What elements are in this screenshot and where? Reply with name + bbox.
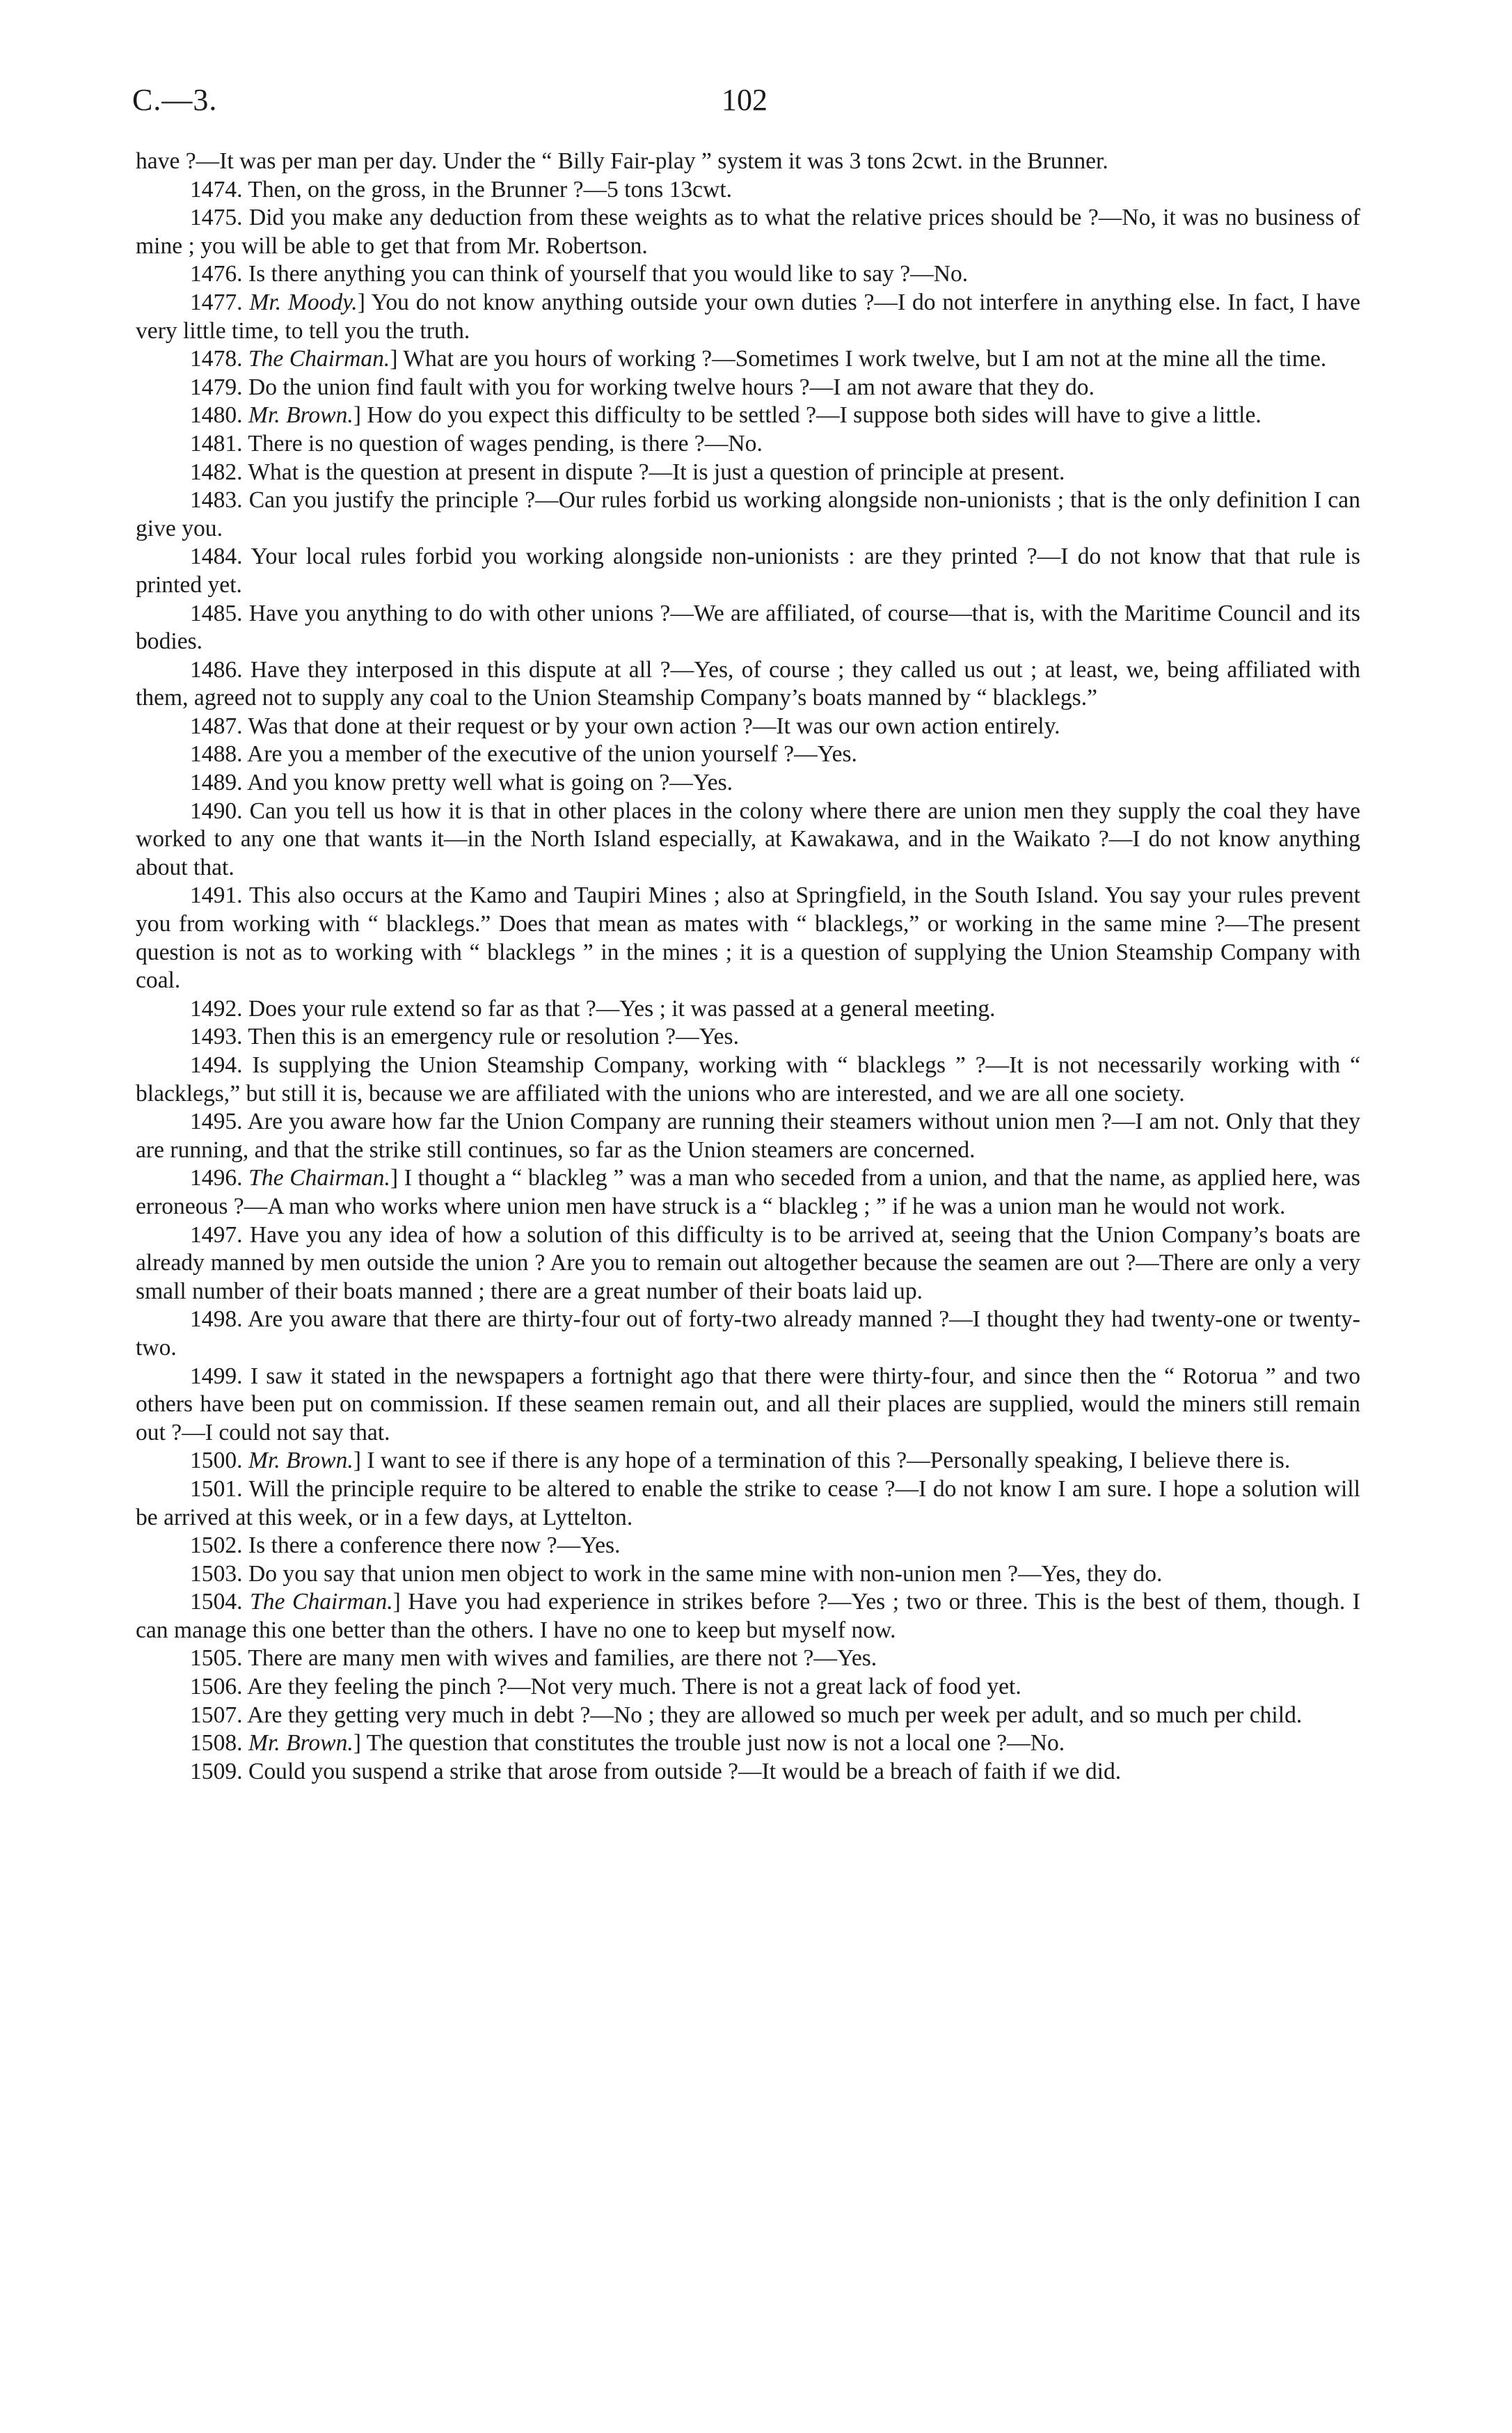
paragraph-text: have ?—It was per man per day. Under the “ Billy Fair-play ” system it was 3 tons 2cwt. in the Brunner. bbox=[136, 148, 1108, 174]
question-number: 1480. bbox=[190, 402, 243, 429]
question-number: 1506. bbox=[190, 1674, 243, 1700]
speaker-name: The Chairman. bbox=[248, 1165, 390, 1191]
paragraph-text: Do the union find fault with you for working twelve hours ?—I am not aware that they do. bbox=[248, 374, 1095, 400]
question-number: 1489. bbox=[190, 770, 243, 796]
question-number: 1494. bbox=[190, 1052, 243, 1078]
question-number: 1503. bbox=[190, 1560, 243, 1587]
question-number: 1486. bbox=[190, 656, 243, 683]
question-number: 1490. bbox=[190, 798, 243, 824]
question-number: 1509. bbox=[190, 1758, 243, 1784]
question-1477 bbox=[136, 289, 1360, 345]
speaker-bracket: ] bbox=[390, 346, 398, 372]
speaker-name: Mr. Brown. bbox=[248, 402, 353, 429]
page-header bbox=[132, 82, 1357, 124]
paragraph-text: Are they getting very much in debt ?—No ; they are allowed so much per week per adult, and so much per child. bbox=[247, 1702, 1303, 1728]
question-1478 bbox=[136, 345, 1360, 374]
paragraph-text: Have you had experience in strikes before ?—Yes ; two or three. This is the best of them, though. I can manage this one better than the others. I have no one to keep but myself now. bbox=[136, 1589, 1360, 1643]
question-1487 bbox=[136, 713, 1360, 741]
paragraph-text: Was that done at their request or by your own action ?—It was our own action entirely. bbox=[248, 713, 1060, 739]
question-number: 1485. bbox=[190, 600, 243, 626]
paragraph-text: There are many men with wives and families, are there not ?—Yes. bbox=[248, 1645, 877, 1672]
paragraph-text: Could you suspend a strike that arose from outside ?—It would be a breach of faith if we did. bbox=[248, 1758, 1122, 1784]
question-1507 bbox=[136, 1702, 1360, 1730]
question-number: 1495. bbox=[190, 1109, 243, 1135]
paragraph-text: Have you anything to do with other unions ?—We are affiliated, of course—that is, with the Maritime Council and its bodies. bbox=[136, 600, 1360, 655]
question-number: 1500. bbox=[190, 1448, 243, 1474]
speaker-name: The Chairman. bbox=[248, 346, 390, 372]
paragraph-text: Are you aware that there are thirty-four out of forty-two already manned ?—I thought they had twenty-one or twenty-two. bbox=[136, 1306, 1360, 1361]
speaker-bracket: ] bbox=[392, 1589, 401, 1615]
question-1495 bbox=[136, 1108, 1360, 1164]
question-number: 1487. bbox=[190, 713, 243, 739]
question-number: 1493. bbox=[190, 1024, 243, 1050]
question-number: 1482. bbox=[190, 459, 243, 485]
question-1490 bbox=[136, 798, 1360, 882]
paragraph-continuation bbox=[136, 148, 1360, 176]
question-number: 1478. bbox=[190, 346, 243, 372]
question-1492 bbox=[136, 995, 1360, 1024]
question-number: 1496. bbox=[190, 1165, 243, 1191]
question-1498 bbox=[136, 1306, 1360, 1362]
paragraph-text: Can you justify the principle ?—Our rules forbid us working alongside non-unionists ; that is the only definition I can give you. bbox=[136, 487, 1360, 541]
question-1508 bbox=[136, 1729, 1360, 1758]
paragraph-text: Does your rule extend so far as that ?—Yes ; it was passed at a general meeting. bbox=[248, 995, 996, 1022]
paragraph-text: Your local rules forbid you working alongside non-unionists : are they printed ?—I do not know that that rule is printed yet. bbox=[136, 544, 1360, 598]
paragraph-text: Is there anything you can think of yourself that you would like to say ?—No. bbox=[248, 261, 969, 287]
paragraph-text: Then this is an emergency rule or resolution ?—Yes. bbox=[248, 1024, 739, 1050]
question-1502 bbox=[136, 1532, 1360, 1560]
paragraph-text: What are you hours of working ?—Sometimes I work twelve, but I am not at the mine all the time. bbox=[403, 346, 1327, 372]
speaker-bracket: ] bbox=[390, 1165, 399, 1191]
question-1500 bbox=[136, 1447, 1360, 1475]
question-1491 bbox=[136, 882, 1360, 994]
paragraph-text: What is the question at present in dispute ?—It is just a question of principle at present. bbox=[248, 459, 1065, 485]
evidence-transcript bbox=[136, 148, 1360, 1786]
question-1486 bbox=[136, 656, 1360, 713]
question-1480 bbox=[136, 402, 1360, 430]
question-number: 1498. bbox=[190, 1306, 243, 1333]
paragraph-text: And you know pretty well what is going on ?—Yes. bbox=[247, 770, 733, 796]
question-1494 bbox=[136, 1052, 1360, 1108]
paragraph-text: Do you say that union men object to work in the same mine with non-union men ?—Yes, they do. bbox=[248, 1560, 1163, 1587]
paragraph-text: There is no question of wages pending, is there ?—No. bbox=[248, 430, 763, 457]
question-1504 bbox=[136, 1588, 1360, 1645]
paragraph-text: Then, on the gross, in the Brunner ?—5 tons 13cwt. bbox=[248, 176, 733, 203]
speaker-bracket: ] bbox=[353, 402, 361, 429]
paragraph-text: Are you a member of the executive of the union yourself ?—Yes. bbox=[247, 741, 857, 768]
page-number: 102 bbox=[722, 83, 767, 117]
question-number: 1488. bbox=[190, 741, 243, 768]
paragraph-text: I thought a “ blackleg ” was a man who seceded from a union, and that the name, as applied here, was erroneous ?—A man who works where union men have struck is a “ blackleg ; ” if he was a union man he would not work. bbox=[136, 1165, 1360, 1219]
question-number: 1492. bbox=[190, 995, 243, 1022]
paragraph-text: I saw it stated in the newspapers a fortnight ago that there were thirty-four, and since then the “ Rotorua ” and two others have been put on commission. If these seamen remain out, and all their places are supplied, would the miners still remain out ?—I could not say that. bbox=[136, 1363, 1360, 1445]
question-number: 1476. bbox=[190, 261, 243, 287]
paragraph-text: Did you make any deduction from these weights as to what the relative prices should be ?—No, it was no business of mine ; you will be able to get that from Mr. Robertson. bbox=[136, 205, 1360, 259]
speaker-bracket: ] bbox=[357, 289, 365, 315]
question-1475 bbox=[136, 204, 1360, 260]
question-1481 bbox=[136, 430, 1360, 459]
question-number: 1499. bbox=[190, 1363, 243, 1389]
paragraph-text: Will the principle require to be altered to enable the strike to cease ?—I do not know I am sure. I hope a solution will be arrived at this week, or in a few days, at Lyttelton. bbox=[136, 1475, 1360, 1530]
paragraph-text: The question that constitutes the trouble just now is not a local one ?—No. bbox=[366, 1730, 1065, 1757]
question-1488 bbox=[136, 740, 1360, 769]
question-number: 1477. bbox=[190, 289, 243, 315]
question-1483 bbox=[136, 486, 1360, 543]
question-1503 bbox=[136, 1560, 1360, 1589]
question-1501 bbox=[136, 1475, 1360, 1532]
paragraph-text: Are you aware how far the Union Company are running their steamers without union men ?—I am not. Only that they are running, and that the strike still continues, so far as the Union steamers are concerned. bbox=[136, 1109, 1360, 1163]
question-1509 bbox=[136, 1758, 1360, 1786]
speaker-name: Mr. Moody. bbox=[249, 289, 358, 315]
paragraph-text: Have they interposed in this dispute at all ?—Yes, of course ; they called us out ; at least, we, being affiliated with them, agreed not to supply any coal to the Union Steamship Company’s boats manned by “ blacklegs.” bbox=[136, 656, 1360, 711]
paragraph-text: Have you any idea of how a solution of this difficulty is to be arrived at, seeing that the Union Company’s boats are already manned by men outside the union ? Are you to remain out altogether because the seamen are out ?—There are only a very small number of their boats manned ; there are a great number of their boats laid up. bbox=[136, 1221, 1361, 1304]
question-number: 1502. bbox=[190, 1532, 243, 1559]
question-number: 1508. bbox=[190, 1730, 243, 1757]
question-number: 1504. bbox=[190, 1589, 243, 1615]
paragraph-text: Is supplying the Union Steamship Company, working with “ blacklegs ” ?—It is not necessarily working with “ blacklegs,” but still it is, because we are affiliated with the unions who are interested, and we are all one society. bbox=[136, 1052, 1360, 1107]
paragraph-text: This also occurs at the Kamo and Taupiri Mines ; also at Springfield, in the South Island. You say your rules prevent you from working with “ blacklegs.” Does that mean as mates with “ blacklegs,” or working in the same mine ?—The present question is not as to working with “ blacklegs ” in the mines ; it is a question of supplying the Union Steamship Company with coal. bbox=[136, 882, 1361, 994]
paragraph-text: How do you expect this difficulty to be settled ?—I suppose both sides will have to give a little. bbox=[367, 402, 1262, 429]
question-1484 bbox=[136, 543, 1360, 599]
question-number: 1505. bbox=[190, 1645, 243, 1672]
question-number: 1484. bbox=[190, 544, 243, 570]
question-number: 1474. bbox=[190, 176, 243, 203]
paragraph-text: Can you tell us how it is that in other places in the colony where there are union men they supply the coal they have worked to any one that wants it—in the North Island especially, at Kawakawa, and in the Waikato ?—I do not know anything about that. bbox=[136, 798, 1360, 880]
question-number: 1497. bbox=[190, 1221, 243, 1248]
question-1493 bbox=[136, 1023, 1360, 1052]
question-1474 bbox=[136, 176, 1360, 205]
paragraph-text: Is there a conference there now ?—Yes. bbox=[248, 1532, 621, 1559]
paragraph-text: I want to see if there is any hope of a termination of this ?—Personally speaking, I believe there is. bbox=[367, 1448, 1291, 1474]
question-1489 bbox=[136, 769, 1360, 798]
question-number: 1475. bbox=[190, 205, 243, 231]
question-1482 bbox=[136, 459, 1360, 487]
speaker-bracket: ] bbox=[353, 1730, 361, 1757]
question-1485 bbox=[136, 600, 1360, 656]
question-number: 1507. bbox=[190, 1702, 243, 1728]
question-number: 1491. bbox=[190, 882, 243, 909]
speaker-bracket: ] bbox=[353, 1448, 361, 1474]
question-number: 1483. bbox=[190, 487, 243, 514]
question-1476 bbox=[136, 260, 1360, 289]
question-1479 bbox=[136, 374, 1360, 402]
question-1496 bbox=[136, 1164, 1360, 1221]
speaker-name: The Chairman. bbox=[250, 1589, 393, 1615]
question-1505 bbox=[136, 1645, 1360, 1673]
speaker-name: Mr. Brown. bbox=[248, 1448, 353, 1474]
question-1497 bbox=[136, 1221, 1360, 1306]
question-number: 1501. bbox=[190, 1475, 243, 1502]
question-1499 bbox=[136, 1363, 1360, 1448]
question-1506 bbox=[136, 1673, 1360, 1702]
paragraph-text: You do not know anything outside your own duties ?—I do not interfere in anything else. In fact, I have very little time, to tell you the truth. bbox=[136, 289, 1360, 344]
speaker-name: Mr. Brown. bbox=[248, 1730, 353, 1757]
paragraph-text: Are they feeling the pinch ?—Not very much. There is not a great lack of food yet. bbox=[247, 1674, 1021, 1700]
document-reference: C.—3. bbox=[132, 83, 218, 117]
question-number: 1479. bbox=[190, 374, 243, 400]
question-number: 1481. bbox=[190, 430, 243, 457]
